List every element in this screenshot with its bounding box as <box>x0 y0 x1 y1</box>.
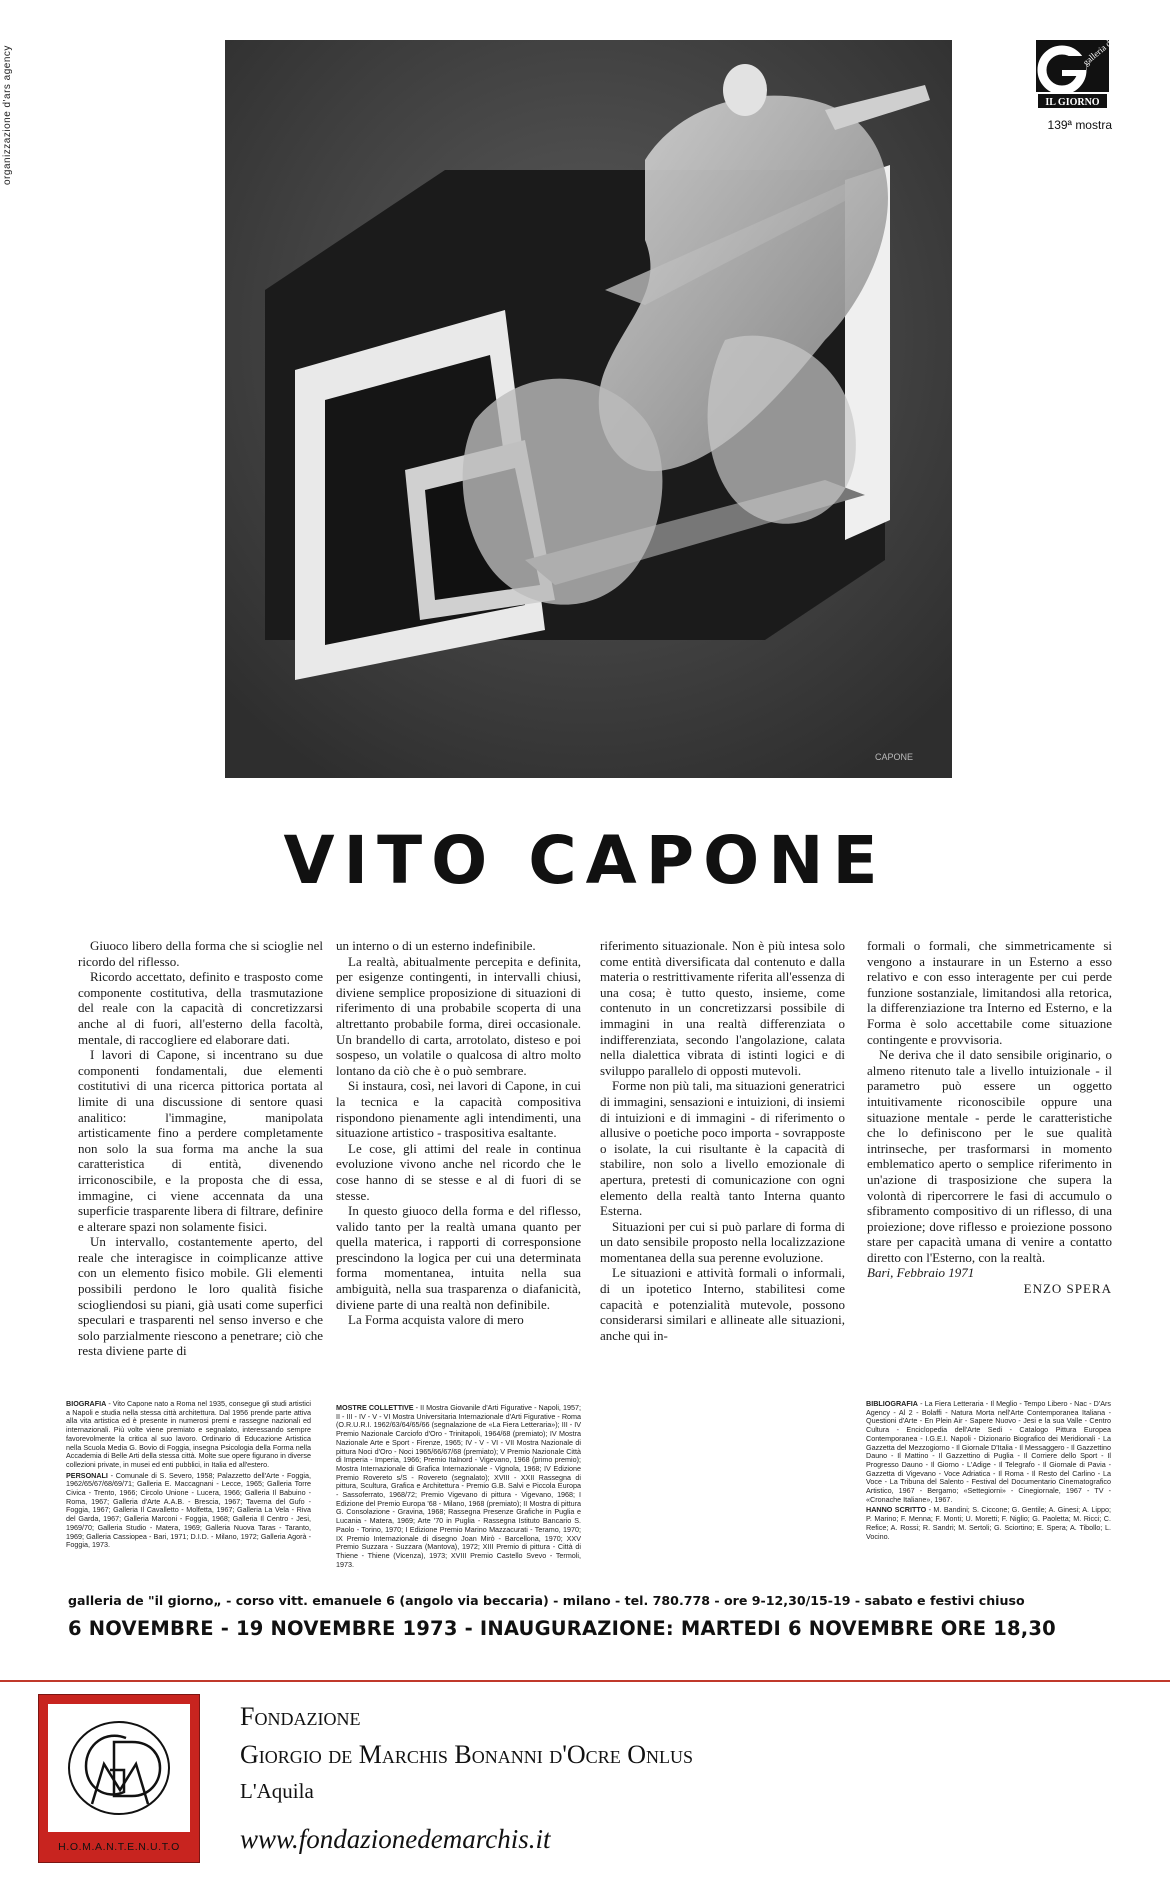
essay-paragraph: riferimento situazionale. Non è più intesa solo come entità diversificata dal contenuto e dalla materia o restrittivamente riferita all'essenza di una cosa; è tutto questo, insieme, come contenuto in un concretizzarsi possibile di immagini in una realtà differenziata o indifferenziata, secondo l'angolazione, calata nella dialettica vibrata di istinti logici e di sviluppo parallelo di opposti mutevoli. <box>600 938 845 1078</box>
essay-paragraph: La Forma acquista valore di mero <box>348 1312 524 1328</box>
essay-column-2 <box>336 938 581 1328</box>
gdm-monogram-logo-icon <box>48 1704 190 1832</box>
exhibition-dates: 6 NOVEMBRE - 19 NOVEMBRE 1973 - INAUGURAZIONE: MARTEDI 6 NOVEMBRE ORE 18,30 <box>68 1617 1056 1640</box>
essay-paragraph: Ricordo accettato, definito e trasposto come componente costitutiva, della trasmutazione del reale con la capacità di concretizzarsi anche al di fuori, all'esterno della facoltà, mentale, di raccogliere ed elaborare dati. <box>78 969 323 1047</box>
essay-paragraph: Giuoco libero della forma che si scioglie nel ricordo del riflesso. <box>78 938 323 969</box>
surreal-painting-artwork-icon <box>225 40 952 778</box>
personali-text: - Comunale di S. Severo, 1958; Palazzetto dell'Arte - Foggia, 1962/65/67/68/69/71; Galleria E. Maccagnani - Lecce, 1965; Galleria Torre Civica - Trento, 1966; Circolo Unione - Lucera, 1966; Galleria Il Babuino - Roma, 1967; Galleria d'Arte A.A.B. - Brescia, 1967; Taverna del Gufo - Foggia, 1967; Galleria Il Cavalletto - Molfetta, 1967; Galleria La Vela - Riva del Garda, 1967; Galleria Marconi - Foggia, 1968; Galleria Il Centro - Jesi, 1969/70; Galleria Studio - Matera, 1969; Galleria Nuova Taras - Taranto, 1969; Galleria Cassiopea - Bari, 1971; D.I.D. - Milano, 1972; Galleria Agorà - Foggia, 1973. <box>66 1470 311 1550</box>
essay-paragraph: Un intervallo, costantemente aperto, del reale che interagisce in coimplicanze attive con un elemento fisico mobile. Gli elementi possibili perdono le loro qualità fisiche sciogliendosi su piani, già usati come superfici speculari e trasparenti nel senso inverso e che solo parzialmente riescono a penetrare; ciò che resta diviene parte di <box>78 1234 323 1359</box>
foundation-website-link[interactable]: www.fondazionedemarchis.it <box>240 1824 551 1854</box>
hanno-scritto-text: - M. Bandini; S. Ciccone; G. Gentile; A. Ginesi; A. Lippo; P. Marino; F. Menna; F. Monti; U. Moretti; F. Niglio; G. Paoletta; M. Ricci; C. Refice; A. Rossi; R. Sandri; M. Sertoli; G. Sciortino; E. Spera; A. Tibollo; L. Vocino. <box>866 1505 1111 1541</box>
show-number: 139ª mostra <box>1047 118 1112 132</box>
foundation-name-line1: Fondazione <box>240 1702 361 1731</box>
essay-paragraph: formali o formali, che simmetricamente si vengono a instaurare in un Esterno a esso relativo e con esso interagente per cui perde funzione sostanziale, limitandosi alla retorica, la differenziazione tra Interno ed Esterno, e la Forma è solo accettabile come situazione contingente e provvisoria. <box>867 938 1112 1047</box>
bibliografia-label: BIBLIOGRAFIA <box>866 1399 918 1408</box>
bio-column-4 <box>866 1400 1111 1543</box>
foundation-city: L'Aquila <box>240 1779 314 1803</box>
foundation-name-line2: Giorgio de Marchis Bonanni d'Ocre Onlus <box>240 1740 693 1769</box>
organizer-vertical-text: organizzazione d'ars agency <box>2 45 13 185</box>
bio-column-1 <box>66 1400 311 1552</box>
bio-label: BIOGRAFIA <box>66 1399 107 1408</box>
essay-paragraph: Forme non più tali, ma situazioni generatrici di immagini, sensazioni e intuizioni, di insiemi di intuizioni e di immagini - di riferimento o allusive o poetiche poco importa - sovrapposte o isolate, la cui risultante è la capacità di stabilire, non solo a livello emozionale di apertura, pretesti di comunicazione con ogni elemento della realtà tanto Interna quanto Esterna. <box>600 1078 845 1219</box>
essay-paragraph: Le cose, gli attimi del reale in continua evoluzione vivono anche nel ricordo che le cose hanno di se stesse e al di fuori di se stesse. <box>336 1140 581 1203</box>
essay-paragraph: In questo giuoco della forma e del riflesso, valido tanto per la realtà umana quanto per quella materica, i rapporti di corresponsione prescindono la logica per cui una determinata forma momentanea, intuita nella sua ambiguità, nella sua trasparenza o diafanicità, diviene parte di una realtà non definibile. <box>336 1203 581 1312</box>
essay-column-1 <box>78 938 323 1359</box>
logo-line2: IL GIORNO <box>1045 97 1100 108</box>
artwork-signature: CAPONE <box>874 752 913 762</box>
essay-column-3 <box>600 938 845 1343</box>
place-date: Bari, Febbraio 1971 <box>867 1265 975 1281</box>
essay-paragraph: Si instaura, così, nei lavori di Capone, in cui la tecnica e la capacità compositiva rispondono pienamente agli intendimenti, una situazione artistico - traspositiva esaltante. <box>336 1078 581 1141</box>
essay-author: ENZO SPERA <box>1023 1281 1112 1297</box>
stamp-caption: H.O.M.A.N.T.E.N.U.T.O <box>58 1841 180 1853</box>
foundation-stamp-logo <box>38 1694 200 1863</box>
collettive-label: MOSTRE COLLETTIVE <box>336 1403 414 1412</box>
foundation-footer <box>0 1682 1170 1882</box>
gallery-address: galleria de "il giorno„ - corso vitt. emanuele 6 (angolo via beccaria) - milano - tel. 780.778 - ore 9-12,30/15-19 - sabato e festivi chiuso <box>68 1593 1025 1608</box>
galleria-il-giorno-logo <box>1036 35 1117 110</box>
essay-paragraph: Ne deriva che il dato sensibile originario, o almeno ritenuto tale a livello intuizionale - il parametro può essere un oggetto intuitivamente riconoscibile oppure una situazione mentale - perde le caratteristiche che lo definiscono per le sue qualità intrinseche, per trasformarsi in momento emblematico aperto o semplice riferimento in un'azione di trasposizione che supera la volontà di ripercorrere le fasi di accumulo o sfibramento compositivo di un riflesso, di una proiezione; dove riflesso e proiezione possono stare per capacità umana di venire a contatto diretto con l'Esterno, con la realtà. <box>867 1047 1112 1265</box>
essay-paragraph: La realtà, abitualmente percepita e definita, per esigenze contingenti, in intervalli chiusi, diviene semplice proposizione di situazioni di riferimento di una probabile scoperta di una altrettanto probabile forma, direi occasionale. Un brandello di carta, arrotolato, disteso e poi sospeso, un volatile o qualcosa di altro molto lontano da ciò che è o può sembrare. <box>336 953 581 1078</box>
essay-column-4 <box>867 938 1112 1297</box>
bibliografia-text: - La Fiera Letteraria - Il Meglio - Tempo Libero - Nac - D'Ars Agency - Al 2 - Bolaffi - Natura Morta nell'Arte Contemporanea Italiana - Questioni d'Arte - En Plein Air - Sapere Nuovo - Jesi e la sua Valle - Centro Cultura - Enciclopedia dell'Arte Sedi - Catalogo Pittura Europea Contemporanea - I.G.E.I. Napoli - Dizionario Biografico dei Meridionali - La Gazzetta del Mezzogiorno - Il Giornale D'Italia - Il Messaggero - Il Gazzettino Dauno - Il Mattino - Il Gazzettino di Puglia - Il Corriere dello Sport - Il Progresso Dauno - Il Giorno - L'Adige - Il Telegrafo - Il Giornale di Pavia - Gazzetta di Vigevano - Voce Adriatica - Il Roma - Il Resto del Carlino - La Voce - La Tribuna del Salento - Festival del Documentario Cinematografico Artistico, 1967 - Bergamo; «Settegiorni» - Cinegiornale, 1967 - TV - «Cronache Italiane», 1967. <box>866 1399 1111 1504</box>
essay-paragraph: un interno o di un esterno indefinibile. <box>336 938 536 953</box>
essay-paragraph: Le situazioni e attività formali o informali, di un ipotetico Interno, stabilitesi come capacità e potenzialità mutevole, possono considerarsi similari e allineate alle situazioni, anche qui in- <box>600 1265 845 1343</box>
artwork-image <box>225 40 952 778</box>
bio-column-2 <box>336 1404 581 1571</box>
logo-icon <box>1036 35 1117 110</box>
personali-label: PERSONALI <box>66 1470 108 1480</box>
hanno-scritto-label: HANNO SCRITTO <box>866 1505 927 1515</box>
essay-paragraph: I lavori di Capone, si incentrano su due componenti fondamentali, due elementi costitutivi di una ricerca pittorica portata al limite di una discussione di sentore quasi analitico: l'immagine, manipolata artisticamente fino a perdere completamente non solo la sua forma ma anche la sua caratteristica di entità, divenendo irriconoscibile, e la proposta che di essa, immagine, ci viene accennata da una superficie trasparente libera di filtrare, definire e alterare spazi non solamente fisici. <box>78 1047 323 1234</box>
bio-text: - Vito Capone nato a Roma nel 1935, consegue gli studi artistici a Napoli e studia nella stessa città architettura. Dal 1956 prende parte attiva alla vita artistica ed è presente in numerosi premi e rassegne nazionali ed internazionali. Più volte viene premiato e segnalato, interessando sempre favorevolmente la critica al suo lavoro. Ordinario di Educazione Artistica nella Scuola Media G. Bovio di Foggia, insegna Psicologia della Forma nella Accademia di Belle Arti della stessa città. Molte sue opere figurano in diverse collezioni private, in musei ed enti pubblici, in Italia ed all'estero. <box>66 1399 312 1469</box>
artist-name-title: VITO CAPONE <box>283 822 887 899</box>
logo-line1: galleria de <box>1080 35 1117 68</box>
essay-paragraph: Situazioni per cui si può parlare di forma di un dato sensibile proposto nella localizzazione momentanea della sua perenne evoluzione. <box>600 1218 845 1265</box>
collettive-text: - II Mostra Giovanile d'Arti Figurative - Napoli, 1957; II - III - IV - V - VI Mostra Universitaria Internazionale d'Arti Figurative - Roma (O.R.U.R.I. 1962/63/64/65/66 (segnalazione de «La Fiera Letteraria»); III - IV Premio Nazionale Carciofo d'Oro - Trinitapoli, 1964/68 (premiato); IV Mostra Nazionale Arte e Sport - Firenze, 1965; IV - V - VI - VII Mostra Nazionale di pittura Noci d'Oro - Noci 1965/66/67/68 (premiato); V Premio Nazionale Città di Imperia - Imperia, 1966; Premio Italnord - Vigevano, 1968 (primo premio); Mostra Internazionale di Grafica Internazionale - Vignola, 1968; IV Edizione Premio Rovereto s/S - Rovereto (segnalato); XVIII - XXII Rassegna di pittura, Scultura, Grafica e Architettura - Premio G.B. Salvi e Piccola Europa - Sassoferrato, 1968/72; Premio Vigevano di pittura - Vigevano, 1968; I Edizione del Premio Europa '68 - Milano, 1968 (premiato); II Mostra di pittura G. Consolazione - Gravina, 1968; Rassegna Presenze Grafiche in Puglia e Lucania - Matera, 1969; Arte '70 in Puglia - Rassegna Istituto Bancario S. Paolo - Torino, 1970; I Edizione Premio Marino Mazzacurati - Teramo, 1970; IX Premio Internazionale di disegno Joan Mirò - Barcellona, 1970; XXV Premio Suzzara - Suzzara (Mantova), 1972; XIII Premio di pittura - Città di Thiene - Thiene (Vicenza), 1973; XVIII Premio Castello Svevo - Termoli, 1973. <box>336 1403 581 1569</box>
